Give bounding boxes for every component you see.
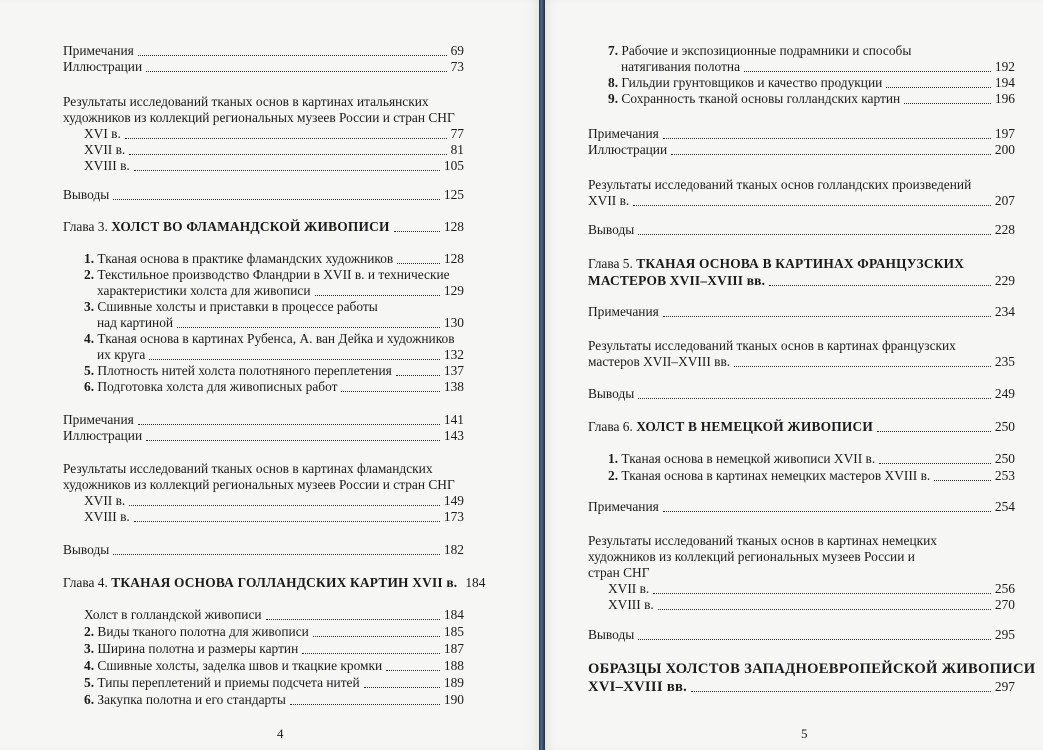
leader-dots (904, 103, 991, 104)
toc-entry-title: Текстильное производство Фландрии в XVII в. и технические (97, 267, 450, 282)
toc-entry-page: 194 (994, 75, 1015, 90)
toc-entry-page: 184 (465, 575, 486, 590)
toc-entry-title: XVII в. (84, 493, 126, 508)
leader-dots (663, 511, 991, 512)
toc-entry-page: 270 (994, 597, 1015, 612)
section-number: 1. (84, 251, 95, 266)
leader-dots (638, 398, 991, 399)
toc-entry-page: 192 (994, 59, 1015, 74)
toc-entry-title: XVIII в. (84, 158, 130, 173)
toc-entry-page: 130 (443, 315, 464, 330)
toc-entry-title: Подготовка холста для живописных работ (97, 379, 338, 394)
toc-entry-title: Тканая основа в немецкой живописи XVII в. (621, 451, 876, 466)
toc-entry (588, 626, 1015, 644)
toc-entry-page: 105 (443, 158, 464, 173)
toc-entry-title: XVIII в. (84, 509, 130, 524)
toc-entry-page: 187 (443, 641, 464, 656)
toc-entry (63, 541, 464, 559)
leader-dots (138, 424, 440, 425)
section-heading (588, 678, 1015, 696)
toc-entry-title: характеристики холста для живописи (97, 283, 311, 298)
toc-entry-title: Выводы (63, 187, 110, 202)
leader-dots (113, 554, 440, 555)
leader-dots (146, 71, 446, 72)
toc-entry-title: над картиной (97, 315, 174, 330)
leader-dots (653, 593, 991, 594)
toc-entry (84, 606, 464, 624)
leader-dots (934, 480, 991, 481)
section-number: 9. (608, 91, 619, 106)
toc-entry-page: 250 (994, 451, 1015, 466)
toc-entry (84, 157, 464, 175)
toc-entry (63, 58, 464, 76)
toc-entry (608, 596, 1015, 614)
section-heading: ОБРАЗЦЫ ХОЛСТОВ ЗАПАДНОЕВРОПЕЙСКОЙ ЖИВОПИСИ (588, 661, 1036, 677)
toc-entry-title: Тканая основа в практике фламандских художников (97, 251, 394, 266)
toc-text: Результаты исследований тканых основ в картинах итальянских (63, 94, 429, 109)
leader-dots (877, 431, 991, 432)
chapter-title: ХОЛСТ В НЕМЕЦКОЙ ЖИВОПИСИ (636, 419, 873, 434)
toc-entry (84, 378, 464, 396)
toc-entry (588, 221, 1015, 239)
toc-entry-page: 256 (994, 581, 1015, 596)
toc-text: Результаты исследований тканых основ в картинах французских (588, 338, 956, 353)
leader-dots (658, 609, 991, 610)
toc-entry (608, 90, 1015, 108)
toc-entry (588, 192, 1015, 210)
toc-entry-page: 138 (443, 379, 464, 394)
toc-entry-page: 149 (443, 493, 464, 508)
toc-entry-page: 182 (443, 542, 464, 557)
section-number: 2. (84, 267, 95, 282)
toc-entry (588, 303, 1015, 321)
toc-entry-title: Примечания (63, 412, 134, 427)
toc-entry-title: XVII в. (588, 193, 630, 208)
toc-entry-title: Примечания (588, 304, 659, 319)
leader-dots (134, 170, 440, 171)
leader-dots (125, 138, 447, 139)
toc-text: художников из коллекций региональных музеев России и стран СНГ (63, 110, 455, 125)
toc-entry-title: Выводы (588, 386, 635, 401)
page-number: 5 (801, 726, 808, 741)
toc-entry-page: 128 (443, 219, 464, 234)
chapter-prefix: Глава 6. (588, 419, 637, 434)
toc-entry-title: XVIII в. (608, 597, 654, 612)
leader-dots (313, 636, 440, 637)
chapter-prefix: Глава 4. (63, 575, 112, 590)
leader-dots (663, 138, 991, 139)
chapter-heading (63, 218, 464, 236)
toc-text: Результаты исследований тканых основ в картинах немецких (588, 533, 937, 548)
toc-entry-title: Примечания (588, 499, 659, 514)
toc-entry-title: XVI в. (84, 126, 121, 141)
toc-entry-title: XVII в. (84, 142, 126, 157)
leader-dots (138, 55, 447, 56)
toc-entry-title: Выводы (588, 222, 635, 237)
toc-entry-title: Иллюстрации (63, 428, 143, 443)
toc-entry-page: 143 (443, 428, 464, 443)
section-number: 5. (84, 675, 95, 690)
leader-dots (302, 653, 440, 654)
toc-entry-title: Тканая основа в картинах немецких мастеров XVIII в. (621, 468, 931, 483)
toc-entry-title: их круга (97, 347, 146, 362)
toc-entry-page: 189 (443, 675, 464, 690)
chapter-heading (588, 418, 1015, 436)
chapter-title: ХОЛСТ ВО ФЛАМАНДСКОЙ ЖИВОПИСИ (111, 219, 390, 234)
toc-entry-title: натягивания полотна (621, 59, 741, 74)
toc-entry (84, 691, 464, 709)
toc-entry-page: 196 (994, 91, 1015, 106)
toc-entry-title: Рабочие и экспозиционные подрамники и способы (621, 43, 912, 58)
right-page (545, 0, 1043, 750)
toc-entry (84, 657, 464, 675)
toc-entry-page: 184 (443, 607, 464, 622)
toc-entry-page: 207 (994, 193, 1015, 208)
toc-entry-page: 141 (443, 412, 464, 427)
chapter-prefix: Глава 5. (588, 256, 637, 271)
leader-dots (149, 359, 440, 360)
section-number: 4. (84, 658, 95, 673)
toc-text: Результаты исследований тканых основ в картинах фламандских (63, 461, 433, 476)
toc-entry-title: Сохранность тканой основы голландских картин (621, 91, 901, 106)
leader-dots (734, 366, 991, 367)
toc-entry-page: 77 (450, 126, 464, 141)
toc-entry (84, 623, 464, 641)
chapter-heading (588, 255, 964, 273)
toc-entry-title: Иллюстрации (63, 59, 143, 74)
toc-text: художников из коллекций региональных музеев России и стран СНГ (63, 477, 455, 492)
toc-entry-page: 254 (994, 499, 1015, 514)
leader-dots (129, 505, 440, 506)
leader-dots (691, 691, 991, 692)
toc-entry-title: Виды тканого полотна для живописи (97, 624, 309, 639)
toc-entry (63, 186, 464, 204)
toc-entry-title: XVII в. (608, 581, 650, 596)
toc-entry-title: Сшивные холсты, заделка швов и ткацкие кромки (97, 658, 383, 673)
leader-dots (386, 670, 440, 671)
section-number: 2. (84, 624, 95, 639)
toc-entry (608, 450, 1015, 468)
section-number: 4. (84, 331, 95, 346)
leader-dots (638, 639, 991, 640)
leader-dots (146, 440, 440, 441)
toc-entry-page: 228 (994, 222, 1015, 237)
toc-entry-title: Ширина полотна и размеры картин (97, 641, 299, 656)
toc-entry-page: 173 (443, 509, 464, 524)
section-number: 8. (608, 75, 619, 90)
toc-entry-page: 297 (994, 679, 1015, 694)
section-number: 3. (84, 641, 95, 656)
toc-entry-page: 81 (450, 142, 464, 157)
chapter-title: МАСТЕРОВ XVII–XVIII вв. (588, 273, 766, 288)
toc-entry-page: 197 (994, 126, 1015, 141)
leader-dots (663, 316, 991, 317)
toc-entry-page: 137 (443, 363, 464, 378)
toc-entry (588, 353, 1015, 371)
section-number: 5. (84, 363, 95, 378)
leader-dots (290, 704, 440, 705)
leader-dots (266, 619, 440, 620)
leader-dots (394, 231, 440, 232)
toc-entry-title: Тканая основа в картинах Рубенса, А. ван Дейка и художников (97, 331, 455, 346)
toc-entry-page: 253 (994, 468, 1015, 483)
chapter-title: ТКАНАЯ ОСНОВА ГОЛЛАНДСКИХ КАРТИН XVII в. (111, 575, 458, 590)
toc-entry-page: 129 (443, 283, 464, 298)
toc-entry-page: 229 (994, 273, 1015, 288)
toc-entry-page: 69 (450, 43, 464, 58)
toc-entry-title: Закупка полотна и его стандарты (97, 692, 286, 707)
leader-dots (671, 154, 991, 155)
leader-dots (886, 87, 991, 88)
section-number: 3. (84, 299, 95, 314)
section-number: 7. (608, 43, 619, 58)
toc-entry-page: 73 (450, 59, 464, 74)
toc-entry-title: Плотность нитей холста полотняного переплетения (97, 363, 392, 378)
toc-entry-page: 132 (443, 347, 464, 362)
toc-entry-title: Примечания (588, 126, 659, 141)
toc-entry-page: 250 (994, 419, 1015, 434)
toc-text: Результаты исследований тканых основ голландских произведений (588, 177, 972, 192)
section-heading-title: XVI–XVIII вв. (588, 679, 688, 695)
toc-entry-title: Гильдии грунтовщиков и качество продукции (621, 75, 883, 90)
toc-entry-page: 185 (443, 624, 464, 639)
leader-dots (134, 521, 440, 522)
leader-dots (113, 199, 440, 200)
section-number: 6. (84, 379, 95, 394)
toc-entry-title: Выводы (63, 542, 110, 557)
toc-entry-title: Сшивные холсты и приставки в процессе работы (97, 299, 378, 314)
leader-dots (744, 71, 991, 72)
chapter-heading (63, 574, 486, 592)
toc-entry-title: Примечания (63, 43, 134, 58)
chapter-prefix: Глава 3. (63, 219, 112, 234)
leader-dots (177, 327, 440, 328)
section-number: 1. (608, 451, 619, 466)
toc-entry-page: 234 (994, 304, 1015, 319)
leader-dots (315, 295, 440, 296)
leader-dots (129, 154, 446, 155)
leader-dots (638, 234, 991, 235)
leader-dots (879, 463, 991, 464)
toc-entry (608, 467, 1015, 485)
leader-dots (769, 285, 991, 286)
chapter-heading (588, 272, 1015, 290)
toc-entry-title: Типы переплетений и приемы подсчета нитей (97, 675, 360, 690)
toc-entry (84, 640, 464, 658)
toc-text: стран СНГ (588, 565, 650, 580)
toc-entry-page: 200 (994, 142, 1015, 157)
toc-entry (84, 508, 464, 526)
toc-entry-page: 125 (443, 187, 464, 202)
toc-entry (588, 141, 1015, 159)
toc-entry-title: Выводы (588, 627, 635, 642)
leader-dots (341, 391, 439, 392)
page-number: 4 (277, 726, 284, 741)
toc-entry-page: 235 (994, 354, 1015, 369)
toc-entry (84, 674, 464, 692)
toc-entry-title: мастеров XVII–XVIII вв. (588, 354, 731, 369)
toc-entry-page: 295 (994, 627, 1015, 642)
section-number: 2. (608, 468, 619, 483)
toc-entry (63, 427, 464, 445)
toc-text: художников из коллекций региональных музеев России и (588, 549, 915, 564)
leader-dots (633, 205, 991, 206)
leader-dots (397, 263, 440, 264)
toc-entry (588, 385, 1015, 403)
toc-entry-page: 188 (443, 658, 464, 673)
toc-entry-page: 190 (443, 692, 464, 707)
chapter-title: ТКАНАЯ ОСНОВА В КАРТИНАХ ФРАНЦУЗСКИХ (636, 256, 965, 271)
leader-dots (364, 687, 440, 688)
toc-entry-page: 128 (443, 251, 464, 266)
toc-entry-title: Холст в голландской живописи (84, 607, 262, 622)
toc-entry (588, 498, 1015, 516)
leader-dots (396, 375, 440, 376)
section-number: 6. (84, 692, 95, 707)
toc-entry-title: Иллюстрации (588, 142, 668, 157)
toc-entry-page: 249 (994, 386, 1015, 401)
